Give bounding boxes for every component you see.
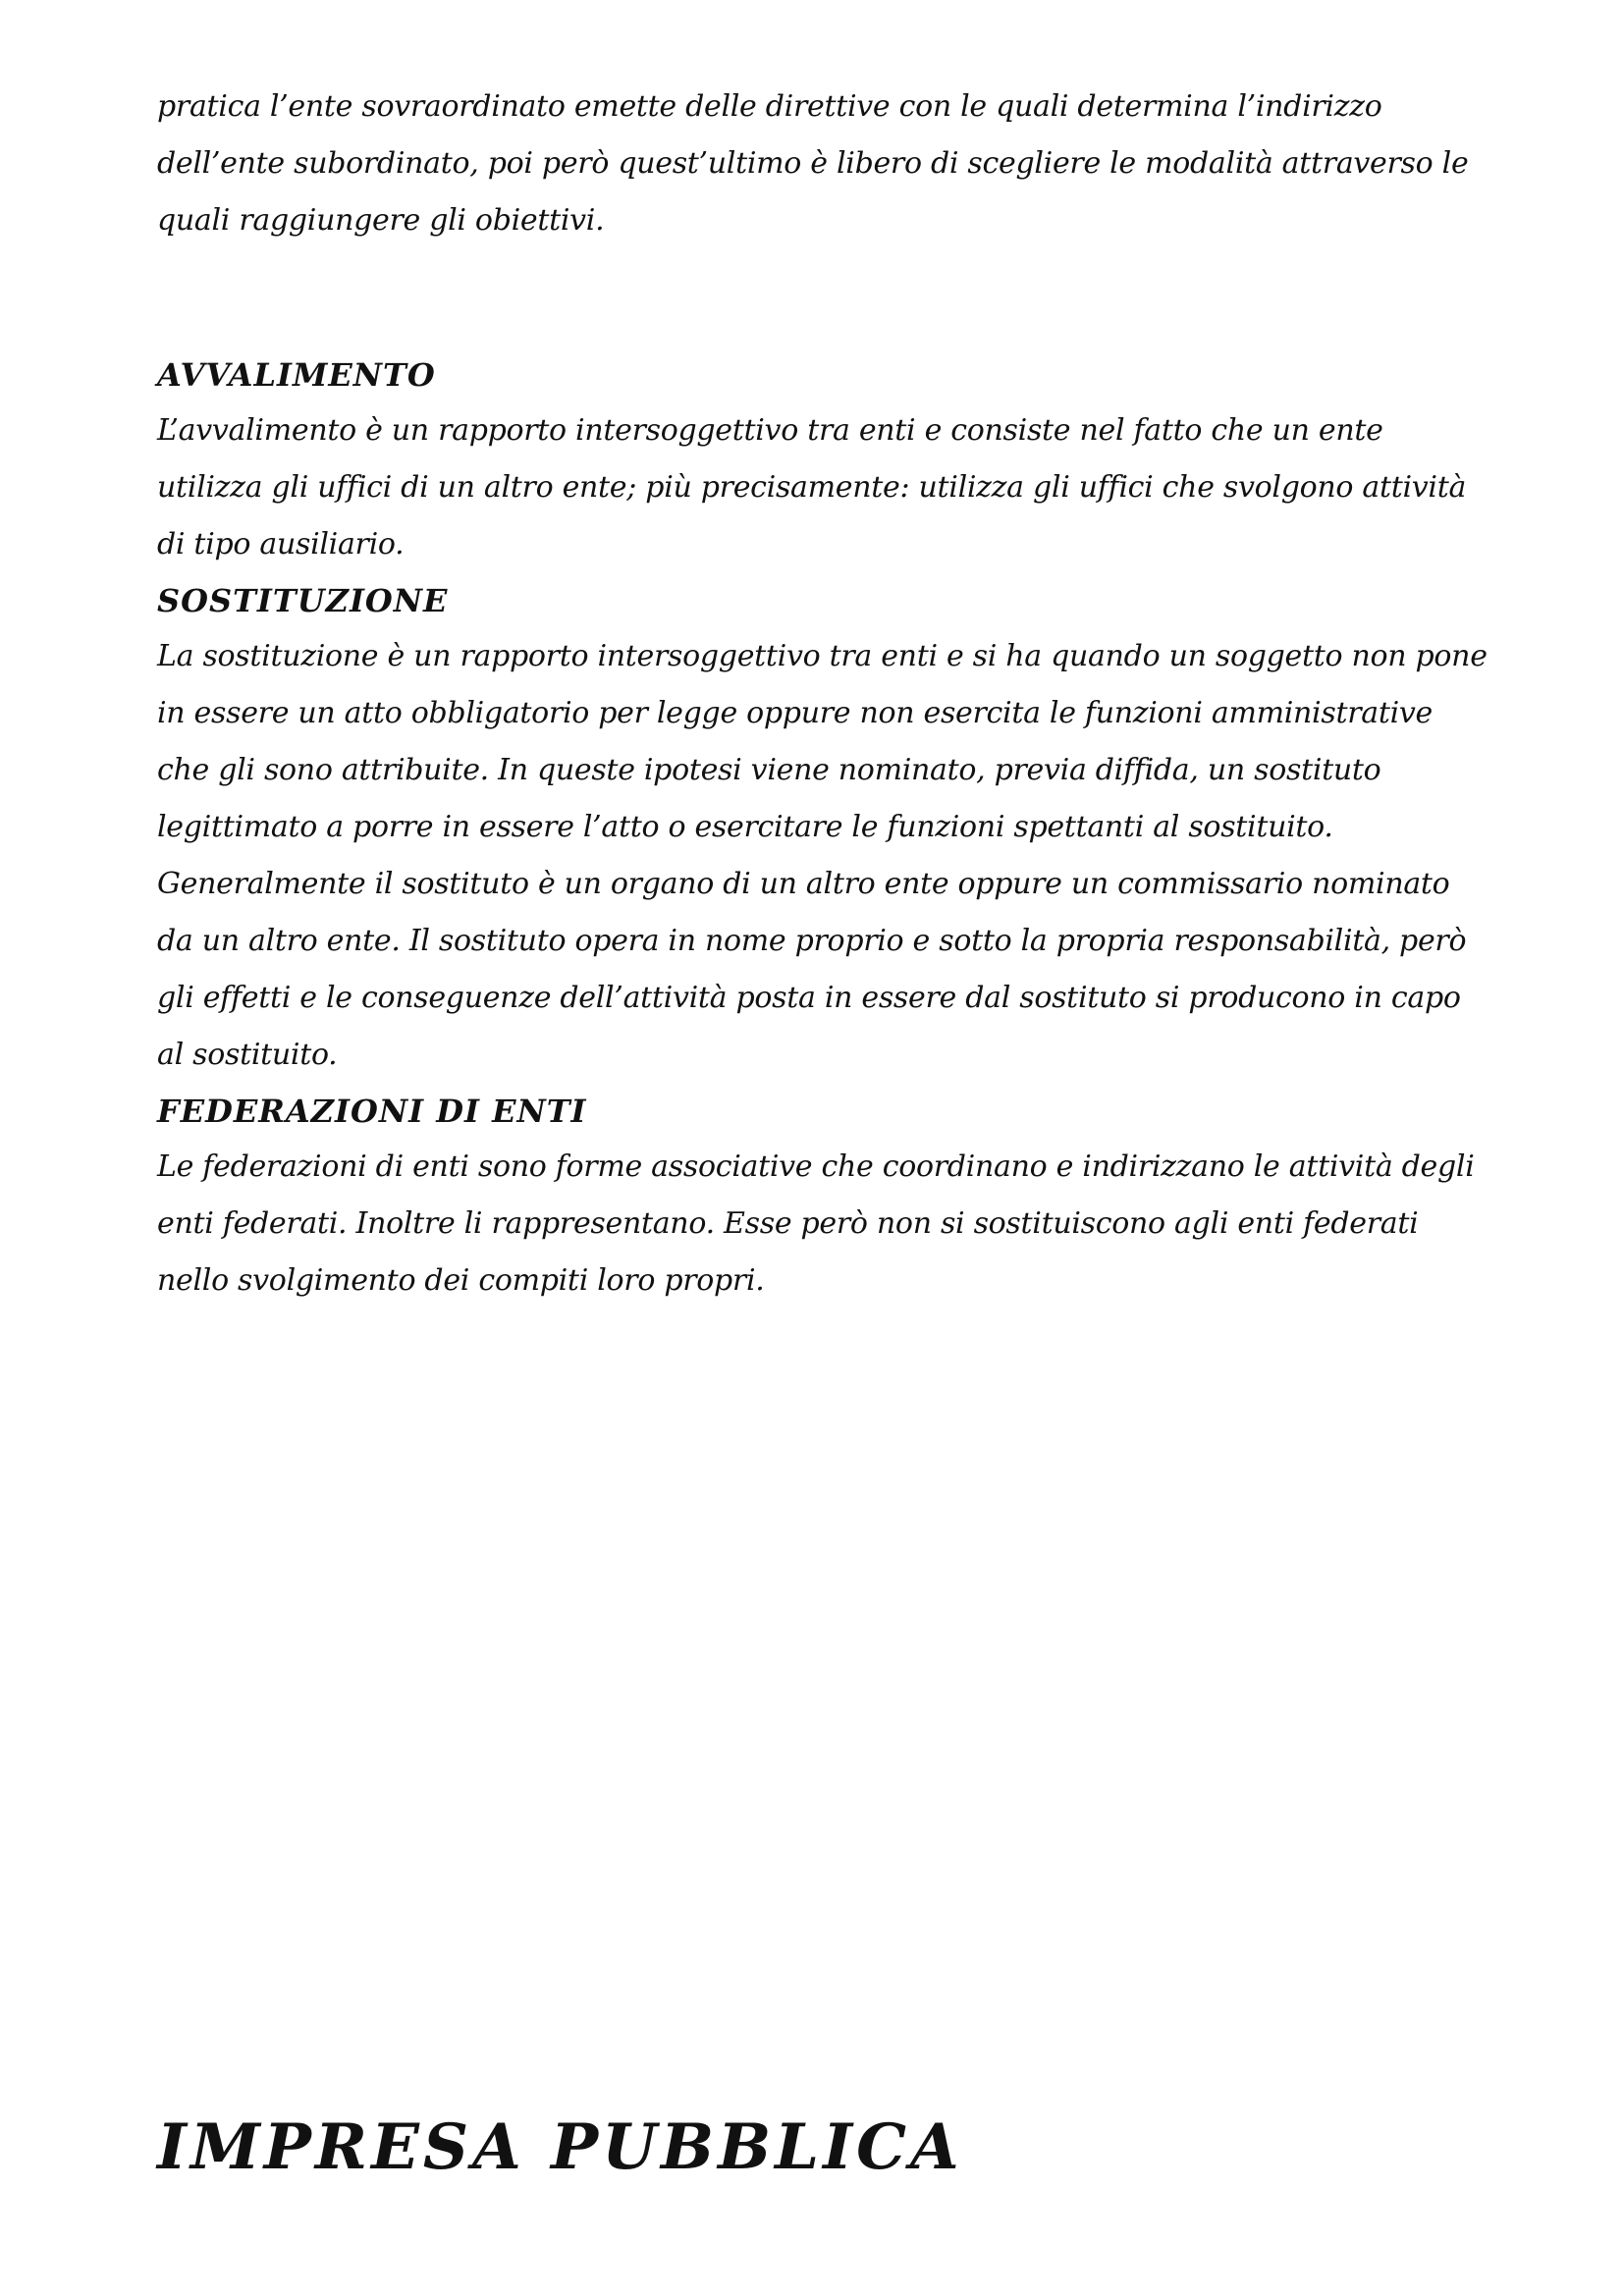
intro-paragraph: pratica l’ente sovraordinato emette delle direttive con le quali determina l’indirizzo dell’ente subordinato, poi però quest’ultimo è libero di scegliere le modalità attraverso le quali raggiungere gli obiettivi. — [157, 89, 1469, 238]
section-avvalimento — [157, 347, 1492, 573]
document-page — [157, 79, 1492, 1309]
section-heading: AVVALIMENTO — [157, 356, 436, 394]
spacer — [157, 249, 1492, 347]
section-heading: SOSTITUZIONE — [157, 582, 449, 619]
section-body: La sostituzione è un rapporto intersoggettivo tra enti e si ha quando un soggetto non pone in essere un atto obbligatorio per legge oppure non esercita le funzioni amministrative che gli sono attribuite. In queste ipotesi viene nominato, previa diffida, un sostituto legittimato a porre in essere l’atto o esercitare le funzioni spettanti al sostituito. Generalmente il sostituto è un organo di un altro ente oppure un commissario nominato da un altro ente. Il sostituto opera in nome proprio e sotto la propria responsabilità, però gli effetti e le conseguenze dell’attività posta in essere dal sostituto si producono in capo al sostituito. — [157, 639, 1488, 1072]
chapter-title: IMPRESA PUBBLICA — [157, 2110, 963, 2184]
section-heading: FEDERAZIONI DI ENTI — [157, 1093, 587, 1130]
section-body: L’avvalimento è un rapporto intersoggettivo tra enti e consiste nel fatto che un ente utilizza gli uffici di un altro ente; più precisamente: utilizza gli uffici che svolgono attività di tipo ausiliario. — [157, 413, 1467, 561]
section-body: Le federazioni di enti sono forme associative che coordinano e indirizzano le attività degli enti federati. Inoltre li rappresentano. Esse però non si sostituiscono agli enti federati nello svolgimento dei compiti loro propri. — [157, 1149, 1475, 1298]
section-sostituzione — [157, 573, 1492, 1084]
section-federazioni — [157, 1084, 1492, 1309]
